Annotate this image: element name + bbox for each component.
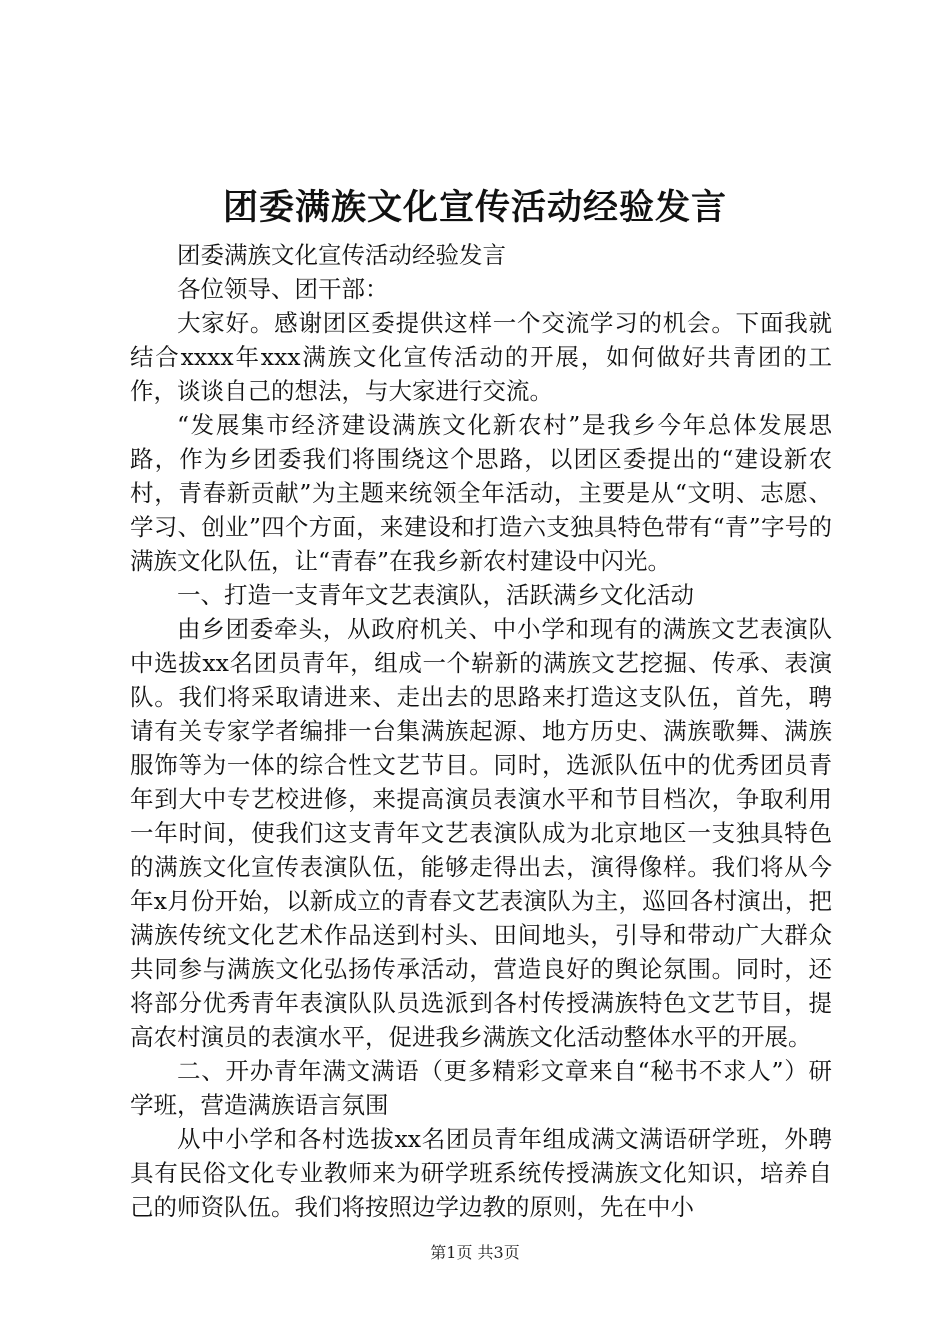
section-heading-2: 二、开办青年满文满语（更多精彩文章来自“秘书不求人”）研学班，营造满族语言氛围 [130,1057,832,1119]
section-heading-1: 一、打造一支青年文艺表演队，活跃满乡文化活动 [177,581,694,609]
paragraph-subtitle: 团委满族文化宣传活动经验发言 [177,241,506,269]
paragraph-section-1: 由乡团委牵头，从政府机关、中小学和现有的满族文艺表演队中选拔xx名团员青年，组成一个崭新的满族文艺挖掘、传承、表演队。我们将采取请进来、走出去的思路来打造这支队伍，首先，聘请有关专家学者编排一台集满族起源、地方历史、满族歌舞、满族服饰等为一体的综合性文艺节目。同时，选派队伍中的优秀团员青年到大中专艺校进修，来提高演员表演水平和节目档次，争取利用一年时间，使我们这支青年文艺表演队成为北京地区一支独具特色的满族文化宣传表演队伍，能够走得出去，演得像样。我们将从今年x月份开始，以新成立的青春文艺表演队为主，巡回各村演出，把满族传统文化艺术作品送到村头、田间地头，引导和带动广大群众共同参与满族文化弘扬传承活动，营造良好的舆论氛围。同时，还将部分优秀青年表演队队员选派到各村传授满族特色文艺节目，提高农村演员的表演水平，促进我乡满族文化活动整体水平的开展。 [130,615,832,1051]
document-title: 团委满族文化宣传活动经验发言 [222,187,727,228]
paragraph-salutation: 各位领导、团干部： [177,275,389,303]
document-body [130,238,832,1224]
page-footer: 第1页 共3页 [430,1243,520,1262]
paragraph-development-idea: “发展集市经济建设满族文化新农村”是我乡今年总体发展思路，作为乡团委我们将围绕这个思路，以团区委提出的“建设新农村，青春新贡献”为主题来统领全年活动，主要是从“文明、志愿、学习、创业”四个方面，来建设和打造六支独具特色带有“青”字号的满族文化队伍，让“青春”在我乡新农村建设中闪光。 [130,411,832,575]
paragraph-opening: 大家好。感谢团区委提供这样一个交流学习的机会。下面我就结合xxxx年xxx满族文化宣传活动的开展，如何做好共青团的工作，谈谈自己的想法，与大家进行交流。 [130,309,832,405]
paragraph-section-2: 从中小学和各村选拔xx名团员青年组成满文满语研学班，外聘具有民俗文化专业教师来为研学班系统传授满族文化知识，培养自己的师资队伍。我们将按照边学边教的原则，先在中小 [130,1125,832,1221]
